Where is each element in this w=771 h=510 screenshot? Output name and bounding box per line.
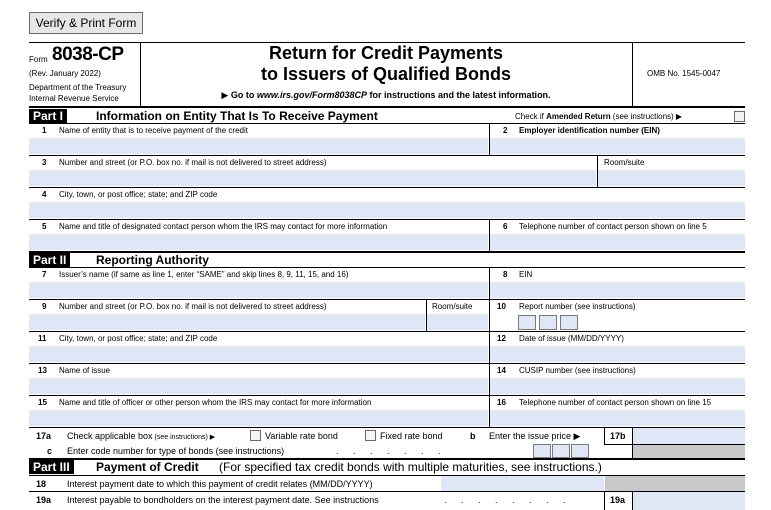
line7-number: 7: [42, 270, 47, 279]
line12-label: Date of issue (MM/DD/YYYY): [519, 334, 624, 343]
officer-phone-field[interactable]: [490, 410, 745, 426]
part2-title: Reporting Authority: [96, 253, 209, 267]
line2-label: Employer identification number (EIN): [519, 126, 660, 135]
form-title-line2: to Issuers of Qualified Bonds: [260, 64, 512, 84]
line1-number: 1: [42, 126, 47, 135]
line15-number: 15: [38, 398, 47, 407]
line19a-dot-leader: . . . . . . . .: [444, 495, 572, 505]
line11-number: 11: [38, 334, 47, 343]
issuer-city-field[interactable]: [29, 346, 488, 362]
line3-label: Number and street (or P.O. box no. if mail is not delivered to street address): [59, 158, 327, 167]
line19a-label: Interest payable to bondholders on the interest payment date. See instructions: [67, 495, 379, 505]
city-state-zip-field[interactable]: [29, 202, 745, 218]
line17a-number: 17a: [36, 431, 52, 441]
room-suite-label: Room/suite: [604, 158, 645, 167]
part1-title: Information on Entity That Is To Receive Payment: [96, 109, 378, 123]
bond-type-code-cell[interactable]: [571, 444, 589, 458]
issuer-name-field[interactable]: [29, 282, 488, 298]
line17c-dot-leader: . . . . . . .: [336, 446, 447, 456]
bond-type-code-cell[interactable]: [533, 444, 551, 458]
contact-person-field[interactable]: [29, 234, 488, 250]
room-suite-field[interactable]: [598, 170, 745, 186]
row3-bottom-rule: [29, 187, 745, 188]
line18-number: 18: [36, 479, 47, 489]
line8-label: EIN: [519, 270, 533, 279]
line17a-text: Check applicable box: [67, 431, 153, 441]
line18-label: Interest payment date to which this payment of credit relates (MM/DD/YYYY): [67, 479, 373, 489]
box19a-left-rule: [604, 491, 605, 510]
line14-label: CUSIP number (see instructions): [519, 366, 636, 375]
part1-header-rule: [29, 123, 745, 124]
form-revision: (Rev. January 2022): [29, 69, 101, 78]
part3-label: Part III: [29, 460, 74, 474]
line17a-label: [67, 432, 215, 441]
issuer-street-field[interactable]: [29, 314, 425, 330]
line17c-letter: c: [47, 446, 53, 456]
line13-number: 13: [38, 366, 47, 375]
entity-name-field[interactable]: [29, 138, 488, 154]
row7-bottom-rule: [29, 299, 745, 300]
department-line: Department of the Treasury: [29, 83, 127, 92]
part3-title: Payment of Credit: [96, 460, 199, 474]
issue-name-field[interactable]: [29, 378, 488, 394]
line14-number: 14: [497, 366, 506, 375]
line17a-small: (see instructions) ▶: [152, 434, 216, 441]
issuer-room-suite-field[interactable]: [427, 314, 488, 330]
form-number: 8038-CP: [52, 44, 124, 65]
line6-number: 6: [503, 222, 508, 231]
date-of-issue-field[interactable]: [490, 346, 745, 362]
line9-number: 9: [42, 302, 47, 311]
box17b-left-rule: [604, 428, 605, 444]
line3-number: 3: [42, 158, 47, 167]
row13-bottom-rule: [29, 395, 745, 396]
contact-phone-field[interactable]: [490, 234, 745, 250]
line15-label: Name and title of officer or other person whom the IRS may contact for more information: [59, 398, 372, 407]
line8-number: 8: [503, 270, 508, 279]
line7-label: Issuer’s name (if same as line 1, enter “SAME” and skip lines 8, 9, 11, 15, and 16): [59, 270, 349, 279]
report-number-cell[interactable]: [539, 315, 557, 330]
variable-rate-label: Variable rate bond: [265, 431, 338, 441]
verify-print-button[interactable]: Verify & Print Form: [29, 12, 143, 34]
box17b-label: 17b: [610, 431, 626, 441]
irs-url-link[interactable]: www.irs.gov/Form8038CP: [256, 90, 368, 100]
goto-suffix: for instructions and the latest information.: [367, 90, 551, 100]
row4-bottom-rule: [29, 219, 745, 220]
line19a-number: 19a: [36, 495, 52, 505]
part2-label: Part II: [29, 253, 70, 267]
amended-prefix: Check if: [515, 112, 547, 121]
line17c-label: Enter code number for type of bonds (see instructions): [67, 446, 285, 456]
line16-label: Telephone number of contact person shown on line 15: [519, 398, 712, 407]
fixed-rate-checkbox[interactable]: [365, 430, 376, 441]
report-number-cell[interactable]: [518, 315, 536, 330]
issue-price-field[interactable]: [633, 428, 745, 444]
part1-top-rule: [29, 106, 745, 108]
part1-label: Part I: [29, 109, 67, 123]
cusip-field[interactable]: [490, 378, 745, 394]
form-prefix: Form: [29, 55, 48, 64]
line13-label: Name of issue: [59, 366, 111, 375]
amended-suffix: (see instructions) ▶: [610, 112, 683, 121]
variable-rate-checkbox[interactable]: [250, 430, 261, 441]
line11-label: City, town, or post office; state; and ZIP code: [59, 334, 218, 343]
line2-number: 2: [503, 126, 508, 135]
line4-number: 4: [42, 190, 47, 199]
line9-label: Number and street (or P.O. box no. if mail is not delivered to street address): [59, 302, 327, 311]
line12-number: 12: [497, 334, 506, 343]
amended-return-label: [515, 113, 682, 121]
line17b-label: Enter the issue price ▶: [489, 431, 581, 441]
part3-note: (For specified tax credit bonds with multiple maturities, see instructions.): [219, 460, 602, 474]
row11-bottom-rule: [29, 363, 745, 364]
line17b-letter: b: [470, 431, 476, 441]
line6-label: Telephone number of contact person shown on line 5: [519, 222, 707, 231]
interest-payable-field[interactable]: [633, 492, 745, 510]
form-title-line1: Return for Credit Payments: [268, 43, 504, 63]
ein-field[interactable]: [490, 138, 745, 154]
amended-return-checkbox[interactable]: [734, 111, 745, 122]
report-number-cell[interactable]: [560, 315, 578, 330]
line16-number: 16: [497, 398, 506, 407]
agency-line: Internal Revenue Service: [29, 94, 119, 103]
line17c-shaded-area: [633, 445, 745, 458]
goto-prefix: ▶ Go to: [221, 90, 257, 100]
officer-name-field[interactable]: [29, 410, 488, 426]
line4-label: City, town, or post office; state; and ZIP code: [59, 190, 218, 199]
issuer-ein-field[interactable]: [490, 282, 745, 298]
interest-payment-date-field[interactable]: [441, 476, 604, 491]
header-divider-right: [632, 42, 633, 106]
line18-shaded-area: [605, 476, 745, 491]
part2-header-rule: [29, 267, 745, 268]
fixed-rate-label: Fixed rate bond: [380, 431, 443, 441]
issuer-room-suite-label: Room/suite: [432, 302, 473, 311]
row9-divider: [489, 299, 490, 331]
line10-label: Report number (see instructions): [519, 302, 636, 311]
row9-bottom-rule: [29, 331, 745, 332]
omb-number: OMB No. 1545-0047: [647, 69, 721, 78]
line1-label: Name of entity that is to receive payment of the credit: [59, 126, 248, 135]
line5-label: Name and title of designated contact person whom the IRS may contact for more information: [59, 222, 388, 231]
box19a-label: 19a: [610, 495, 626, 505]
instructions-link-line: [140, 91, 632, 100]
line5-number: 5: [42, 222, 47, 231]
street-field[interactable]: [29, 170, 596, 186]
amended-bold: Amended Return: [546, 112, 611, 121]
row1-bottom-rule: [29, 155, 745, 156]
line10-number: 10: [497, 302, 506, 311]
bond-type-code-cell[interactable]: [552, 444, 570, 458]
